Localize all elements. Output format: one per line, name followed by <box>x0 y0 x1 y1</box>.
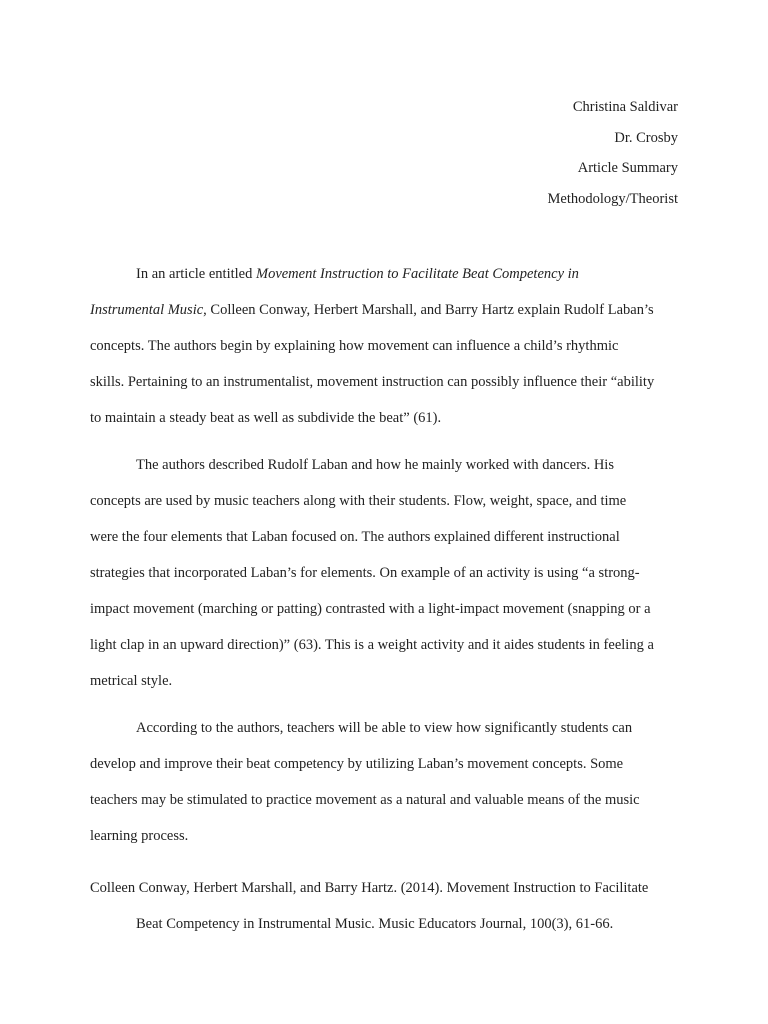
paragraph-2-line: strategies that incorporated Laban’s for elements. On example of an activity is using “a strong- <box>90 565 640 581</box>
assignment-title: Article Summary <box>577 160 678 176</box>
paragraph-3-line: develop and improve their beat competency by utilizing Laban’s movement concepts. Some <box>90 756 624 772</box>
paragraph-1-line: concepts. The authors begin by explaining how movement can influence a child’s rhythmic <box>90 338 619 354</box>
article-title-italic: Instrumental Music <box>90 302 204 318</box>
paragraph-3-line: According to the authors, teachers will be able to view how significantly students can <box>136 720 633 736</box>
paragraph-2-line: light clap in an upward direction)” (63). This is a weight activity and it aides students in feeling a <box>90 637 654 653</box>
paragraph-3-line: learning process. <box>90 828 189 844</box>
paragraph-2 <box>90 447 680 699</box>
paragraph-1-text: , Colleen Conway, Herbert Marshall, and Barry Hartz explain Rudolf Laban’s <box>203 302 654 318</box>
paragraph-1-line <box>90 292 680 328</box>
paragraph-2-line: metrical style. <box>90 673 173 689</box>
instructor-name: Dr. Crosby <box>614 129 678 146</box>
paragraph-2-line: were the four elements that Laban focused on. The authors explained different instructional <box>90 529 620 545</box>
paragraph-1 <box>90 256 680 436</box>
paragraph-3 <box>90 710 680 854</box>
paragraph-2-line: The authors described Rudolf Laban and how he mainly worked with dancers. His <box>136 457 614 473</box>
paragraph-1-line: to maintain a steady beat as well as subdivide the beat” (61). <box>90 410 442 426</box>
paragraph-1-line <box>90 256 680 292</box>
header-block <box>548 92 679 214</box>
citation-line-2: Beat Competency in Instrumental Music. Music Educators Journal, 100(3), 61-66. <box>136 916 614 932</box>
paragraph-1-text: In an article entitled <box>136 266 256 282</box>
assignment-topic: Methodology/Theorist <box>547 190 678 207</box>
author-name: Christina Saldivar <box>572 99 678 115</box>
paragraph-1-line: skills. Pertaining to an instrumentalist, movement instruction can possibly influence their “ability <box>90 374 655 390</box>
citation-line-1: Colleen Conway, Herbert Marshall, and Barry Hartz. (2014). Movement Instruction to Facilitate <box>90 880 649 896</box>
paragraph-2-line: impact movement (marching or patting) contrasted with a light-impact movement (snapping or a <box>90 601 651 617</box>
works-cited-entry <box>90 870 680 942</box>
paragraph-2-line: concepts are used by music teachers along with their students. Flow, weight, space, and time <box>90 493 627 509</box>
article-title-italic: Movement Instruction to Facilitate Beat Competency in <box>255 266 579 282</box>
paragraph-3-line: teachers may be stimulated to practice movement as a natural and valuable means of the music <box>90 792 640 808</box>
